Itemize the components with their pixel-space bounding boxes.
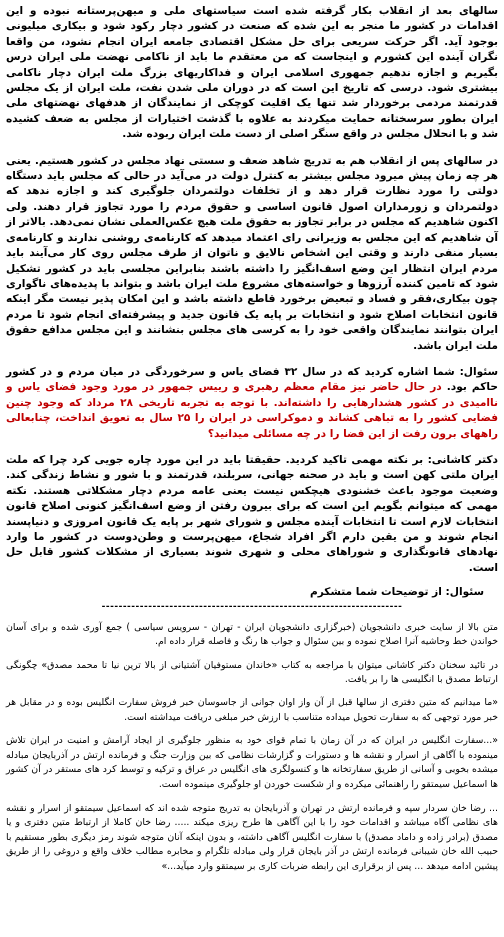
note-book-reference: در تائید سخنان دکتر کاشانی میتوان با مراجعه به کتاب «خاندان مستوفیان آشتیانی از بالا ترین نیا تا محمد مصدق» چگونگی ارتباط مصدق با انگلیسی ها را بر یافت.: [6, 659, 498, 686]
spacer: [6, 442, 498, 453]
question-2: [6, 585, 498, 600]
question-label: سئوال:: [445, 586, 484, 599]
spacer: [6, 143, 498, 154]
note-source: متن بالا از سایت خبری دانشجویان (خبرگزاری دانشجویان ایران - تهران - سرویس سیاسی ) جمع آوری شده و برای آسان خواندن خط وحاشیه آنرا اصلاح نموده و بین سئوال و جواب ها رنگ و فاصله قرار داده ام.: [6, 621, 498, 648]
spacer: [6, 688, 498, 696]
spacer: [6, 354, 498, 365]
divider-line: -----------------------------------------------------------------------: [101, 601, 403, 612]
note-quote-2: «...سفارت انگلیس در ایران که در آن زمان با تمام قوای خود به منظور جلوگیری از ایجاد آرامش و امنیت در ایران تلاش مینموده با آگاهی از اسرار و نقشه ها و دستورات و گزارشات نظامی که بین وزارت جنگ و فرمانده ارتش در آذربایجان مبادله میشده بخوبی و آسانی از طریق سفارتخانه ها و کنسولگری های انگلیس در عراق و ترکیه و توسط کرد های مستقر در آن کشور ها اسماعیل سیمتقو را راهنمائی میکرده و از شکست خوردن او جلوگیری مینموده است.: [6, 735, 498, 790]
question-text: از توضیحات شما متشکرم: [309, 586, 446, 599]
spacer: [6, 793, 498, 802]
spacer: [6, 725, 498, 734]
answer-text: بر نکته مهمی تاکید کردید. حقیقتا باید در این مورد چاره جویی کرد چرا که ملت ایران ملتی کهن است و باید در صحنه جهانی، سربلند، قدرتمند و با شور و نشاط زندگی کند. وضعیت موجود باعث خشنودی هیچکس نیست یعنی عامه مردم دچار مشکلاتی هستند. نکته مهمی که میتوانم بگویم این است که برای بیرون رفتن از وضع اسف‌انگیز کنونی اصلاح قانون انتخابات لازم است تا انتخابات آینده مجلس و شورای شهر بر پایه یک قانون امروزی و دنیاپسند انجام شوند و من یقین دارم اگر افراد شجاع، میهن‌پرست و وطن‌دوست در کشور ما وارد نهادهای قانونگذاری و شوراهای محلی و شهری شوند بسیاری از مشکلات کشور قابل حل است.: [6, 453, 498, 574]
spacer: [6, 576, 498, 585]
question-1: [6, 365, 498, 442]
spacer: [6, 613, 498, 621]
answer-1: [6, 453, 498, 576]
question-label: سئوال:: [459, 365, 499, 378]
note-quote-1: «ما میدانیم که متین دفتری از سالها قبل از آن واز اوان جوانی از جاسوسان خبر فروش سفارت انگلیس بوده و در مقابل هر خبر مورد توجهی که به سفارت تحویل میداده متناسب با ارزش خبر مبلغی دریافت میداشته است.: [6, 697, 498, 723]
note-quote-3: ... رضا خان سردار سپه و فرمانده ارتش در تهران و آذربایجان به تدریج متوجه شده اند که اسماعیل سیمتقو از اسرار و نقشه های نظامی آگاه میباشد و اقدامات خود را با این آگاهی ها طرح ریزی میکند ..... رضا خان کاملا از ارتباط متین دفتری و یا مصدق (برادر زاده و داماد مصدق) با سفارت انگلیس آگاهی داشته، و بدون اینکه آنان متوجه شوند رمز دیگری بطور مستقیم با حبیب الله خان شیبانی فرمانده ارتش در آذر بایجان قرار ولی مبادله تلگرام و مخابره مطالب خلاف واقع و دروغی را از طریق پیشین ادامه میدهد ... پس از برقراری این رابطه ضربات کاری بر سیمتقو وارد میآید...»: [6, 802, 498, 872]
answer-label: دکتر کاشانی:: [427, 453, 498, 466]
question-highlight-text: در حال حاضر نیز مقام معظم رهبری و رییس جمهور در مورد وجود فضای یاس و ناامیدی در کشور هشدارهایی را داشته‌اند. با توجه به تجربه تاریخی ۲۸ مرداد که وجود چنین فضایی کشور را به تباهی کشاند و دموکراسی در ایران را ۲۵ سال به تعویق انداخت، چنابعالی راههای برون رفت از این فضا را در چه مسائلی میدانید؟: [6, 381, 499, 440]
question-text: شما اشاره کردید که در سال ۳۲ فضای یاس و سرخوردگی در میان مردم و در کشور حاکم بود.: [6, 365, 498, 394]
spacer: [6, 650, 498, 659]
article-paragraph-1: سالهای بعد از انقلاب بکار گرفته شده است سیاستهای ملی و میهن‌پرستانه نبوده و این اقدامات در کشور ما منجر به این شده که صنعت در کشور دچار رکود شود و بیکاری میلیونی بوجود آید. اگر حرکت سریعی برای حل مشکل اقتصادی جامعه ایران انجام نشود، من واقعا نگران آینده این کشورم و اینجاست که من معتقدم ما باید از ناکامی نهضت ملی ایران درس بگیریم و اجازه ندهیم جمهوری اسلامی ایران و فداکاریهای بزرگ ملت ایران دچار ناکامی بیشتری شود. درسی که تاریخ این است که در دوران ملی شدن نفت، ملت ایران از یک مجلس قدرتمند مردمی برخوردار شد تنها یک اقلیت کوچکی از نمایندگان از هدفهای نهضتهای ملی ایران بطور سرسختانه حمایت میکردند به علاوه با گذشت اختیارات از مجلس به ضعف کشیده شد و با انحلال مجلس در واقع سنگر اصلی از دست ملت ایران ربوده شد.: [6, 5, 498, 141]
article-paragraph-2: در سالهای پس از انقلاب هم به تدریج شاهد ضعف و سستی نهاد مجلس در کشور هستیم. یعنی هر چه زمان پیش میرود مجلس بیشتر به کنترل دولت در می‌آید در حالی که مجلس باید دستگاه دولتی را مورد نظارت قرار دهد و از تخلفات دولتمردان جلوگیری کند و اجازه ندهد که دولتمردان و زورمداران اصول قانون اساسی و حقوق مردم را مورد تجاوز قرار دهند. ولی اکنون شاهدیم که مجلس در برابر تجاوز به حقوق ملت هیچ عکس‌العملی نشان نمی‌دهد. بالاتر از آن شاهدیم که این مجلس به وزیرانی رای اعتماد میدهد که کارنامه‌ی روشنی ندارند و کارنامه‌ی بسیار منفی دارند و وقتی این اشخاص نالایق و ناتوان از طرف مجلس روی کار می‌آیند باید مردم ایران انتظار این وضع اسف‌انگیز را داشته باشند بنابراین مجلسی باید در کشور تشکیل شود که تامین کننده آرزوها و خواسته‌های مشروع ملت ایران باشد و بتواند با پدیده‌های ناگواری چون بیکاری،فقر و فساد و تبعیض برخورد قاطع داشته باشد و این امکان پذیر نیست مگر اینکه قانون انتخابات اصلاح شود و انتخابات بر پایه یک قانون جدید و پیشرفته‌ای انجام شود تا مردم ایران بتوانند نمایندگان واقعی خود را به کرسی های مجلس بنشانند و این مجلس مدافع حقوق ملت ایران باشد.: [6, 154, 498, 352]
